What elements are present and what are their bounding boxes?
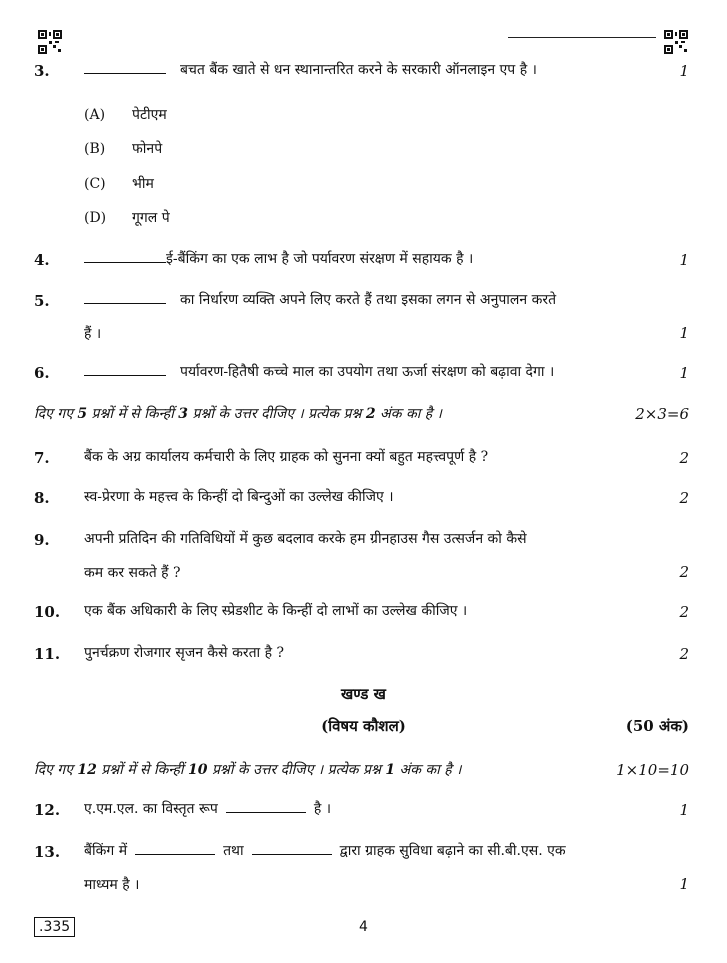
question-marks: 1 (679, 801, 689, 819)
question-text: स्व-प्रेरणा के महत्त्व के किन्हीं दो बिन्दुओं का उल्लेख कीजिए । (84, 489, 394, 505)
question-marks: 2 (679, 603, 689, 621)
question-marks: 2 (679, 563, 689, 581)
question-number: 10. (34, 603, 61, 621)
option-text: पेटीएम (132, 107, 167, 123)
qr-code-icon (38, 30, 62, 54)
question-text: अपनी प्रतिदिन की गतिविधियों में कुछ बदलाव करके हम ग्रीनहाउस गैस उत्सर्जन को कैसे (84, 531, 527, 547)
section-subtitle: (विषय कौशल) (321, 717, 406, 735)
option-b (84, 139, 162, 158)
instruction-text: दिए गए (34, 762, 78, 778)
answer-blank (226, 798, 306, 813)
question-text: है । (313, 801, 332, 817)
option-label: (D) (84, 210, 107, 226)
question-marks: 1 (679, 875, 689, 893)
question-number: 13. (34, 843, 61, 861)
question-number: 6. (34, 364, 50, 382)
question-text-cont: माध्यम है । (84, 877, 140, 893)
question-number: 11. (34, 645, 61, 663)
question-marks: 1 (679, 364, 689, 382)
question-number: 4. (34, 251, 50, 269)
option-label: (A) (84, 107, 106, 123)
option-c (84, 174, 154, 193)
instruction-number: 1 (385, 762, 396, 778)
header-rule (508, 37, 656, 38)
instruction-number: 12 (77, 762, 97, 778)
question-text: पुनर्चक्रण रोजगार सृजन कैसे करता है ? (84, 645, 285, 661)
question-text-cont: हैं । (84, 326, 102, 342)
question-marks: 2 (679, 449, 689, 467)
question-number: 7. (34, 449, 50, 467)
answer-blank (84, 361, 166, 376)
instruction-text: प्रश्नों के उत्तर दीजिए । प्रत्येक प्रश्न (188, 406, 366, 422)
question-text: का निर्धारण व्यक्ति अपने लिए करते हैं तथा इसका लगन से अनुपालन करते (180, 292, 557, 308)
instruction-text: अंक का है । (375, 406, 442, 422)
section-title: खण्ड ख (341, 685, 386, 703)
option-text: भीम (132, 176, 154, 192)
instruction (34, 404, 442, 423)
question-marks: 1 (679, 324, 689, 342)
option-label: (B) (84, 141, 106, 157)
question-number: 8. (34, 489, 50, 507)
instruction-text: प्रश्नों में से किन्हीं (96, 762, 189, 778)
question-text: बैंक के अग्र कार्यालय कर्मचारी के लिए ग्राहक को सुनना क्यों बहुत महत्त्वपूर्ण है ? (84, 449, 489, 465)
option-d (84, 208, 170, 227)
answer-blank (84, 289, 166, 304)
question-text: एक बैंक अधिकारी के लिए स्प्रेडशीट के किन्हीं दो लाभों का उल्लेख कीजिए । (84, 603, 468, 619)
page-number: 4 (359, 919, 368, 935)
answer-blank (252, 840, 332, 855)
question-text: बैंकिंग में (84, 843, 128, 859)
question-text: द्वारा ग्राहक सुविधा बढ़ाने का सी.बी.एस. एक (339, 843, 566, 859)
question-number: 12. (34, 801, 61, 819)
instruction-number: 3 (178, 406, 189, 422)
instruction-text: प्रश्नों के उत्तर दीजिए । प्रत्येक प्रश्न (207, 762, 386, 778)
instruction-marks: 1×10=10 (616, 761, 689, 779)
question-text: ई-बैंकिंग का एक लाभ है जो पर्यावरण संरक्षण में सहायक है । (166, 251, 474, 267)
question-text: बचत बैंक खाते से धन स्थानान्तरित करने के सरकारी ऑनलाइन एप है । (180, 62, 537, 78)
question-number: 3. (34, 62, 50, 80)
instruction-number: 2 (365, 406, 376, 422)
question-number: 9. (34, 531, 50, 549)
question-text: पर्यावरण-हितैषी कच्चे माल का उपयोग तथा ऊर्जा संरक्षण को बढ़ावा देगा । (180, 364, 555, 380)
option-text: फोनपे (132, 141, 163, 157)
section-marks: (50 अंक) (625, 717, 689, 735)
question-marks: 2 (679, 489, 689, 507)
question-text: तथा (223, 843, 244, 859)
paper-code: .335 (34, 917, 75, 937)
instruction-number: 10 (188, 762, 208, 778)
question-text: ए.एम.एल. का विस्तृत रूप (84, 801, 218, 817)
qr-code-icon (664, 30, 688, 54)
instruction-marks: 2×3=6 (635, 405, 689, 423)
option-text: गूगल पे (132, 210, 170, 226)
answer-blank (84, 248, 166, 263)
instruction-number: 5 (77, 406, 88, 422)
instruction-text: प्रश्नों में से किन्हीं (87, 406, 179, 422)
option-a (84, 105, 167, 124)
option-label: (C) (84, 176, 106, 192)
question-marks: 2 (679, 645, 689, 663)
question-text-cont: कम कर सकते हैं ? (84, 565, 181, 581)
question-marks: 1 (679, 251, 689, 269)
question-marks: 1 (679, 62, 689, 80)
instruction-text: अंक का है । (395, 762, 462, 778)
instruction-text: दिए गए (34, 406, 78, 422)
answer-blank (84, 59, 166, 74)
instruction (34, 760, 461, 779)
question-number: 5. (34, 292, 50, 310)
answer-blank (135, 840, 215, 855)
